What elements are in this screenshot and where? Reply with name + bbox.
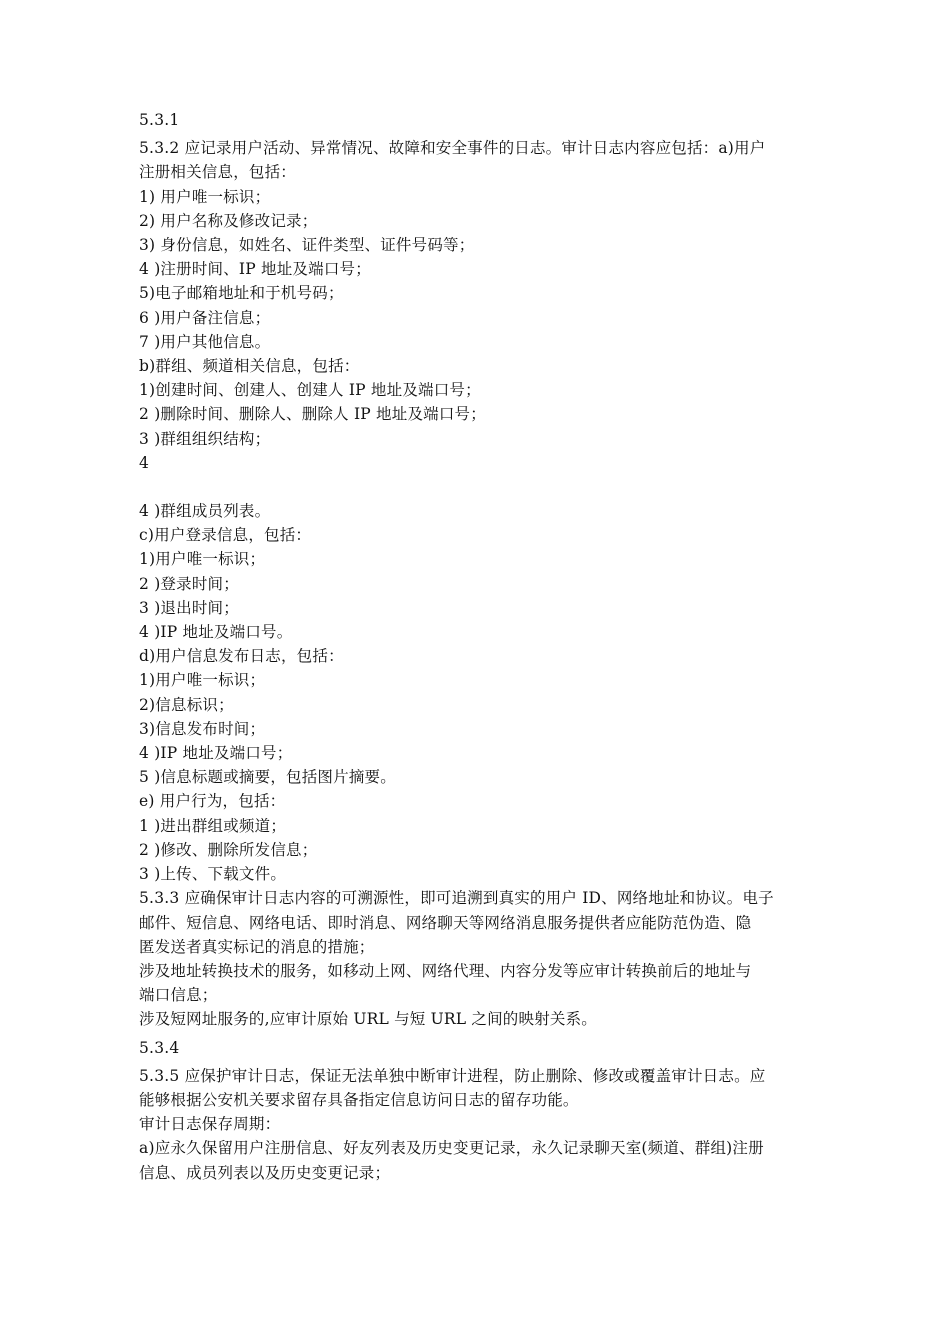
list-item: 1)创建时间、创建人、创建人 IP 地址及端口号； — [139, 381, 481, 400]
paragraph-line: 邮件、短信息、网络电话、即时消息、网络聊天等网络消息服务提供者应能防范伪造、隐 — [139, 913, 752, 932]
list-item: 4 )IP 地址及端口号； — [139, 744, 293, 763]
list-item: 5)电子邮箱地址和于机号码； — [139, 284, 344, 303]
paragraph-line: b)群组、频道相关信息，包括： — [139, 357, 360, 376]
list-item: 3 )退出时间； — [139, 598, 239, 617]
paragraph-line: d)用户信息发布日志，包括： — [139, 647, 344, 666]
document-body — [139, 108, 819, 1185]
list-item: 4 )群组成员列表。 — [139, 502, 271, 521]
list-item: 2 )删除时间、删除人、删除人 IP 地址及端口号； — [139, 405, 486, 424]
list-item: 4 — [139, 453, 150, 472]
paragraph-line: 注册相关信息，包括： — [139, 163, 297, 182]
list-item: 2 )修改、删除所发信息； — [139, 840, 318, 859]
list-item: 3)信息发布时间； — [139, 719, 266, 738]
paragraph-line: 5.3.5 应保护审计日志，保证无法单独中断审计进程，防止删除、修改或覆盖审计日志。应 — [139, 1066, 766, 1085]
list-item: 4 )IP 地址及端口号。 — [139, 623, 293, 642]
list-item: 3 )上传、下载文件。 — [139, 865, 287, 884]
list-item: 1)用户唯一标识； — [139, 550, 266, 569]
list-item: 1 )进出群组或频道； — [139, 816, 287, 835]
paragraph-line: 5.3.3 应确保审计日志内容的可溯源性，即可追溯到真实的用户 ID、网络地址和协议。电子 — [139, 889, 774, 908]
section-heading-5-3-1: 5.3.1 — [139, 111, 180, 129]
paragraph-line: 涉及地址转换技术的服务，如移动上网、网络代理、内容分发等应审计转换前后的地址与 — [139, 961, 752, 980]
paragraph-line: e) 用户行为，包括： — [139, 792, 286, 811]
paragraph-line: 端口信息； — [139, 986, 218, 1005]
paragraph-line: 信息、成员列表以及历史变更记录； — [139, 1163, 391, 1182]
list-item: 1)用户唯一标识； — [139, 671, 266, 690]
list-item: 6 )用户备注信息； — [139, 308, 271, 327]
list-item: 2) 用户名称及修改记录； — [139, 211, 318, 230]
list-item: 5 )信息标题或摘要，包括图片摘要。 — [139, 768, 396, 787]
list-item: 3) 身份信息，如姓名、证件类型、证件号码等； — [139, 236, 475, 255]
paragraph-line: c)用户登录信息，包括： — [139, 526, 312, 545]
paragraph-line: 能够根据公安机关要求留存具备指定信息访问日志的留存功能。 — [139, 1090, 579, 1109]
list-item: 4 )注册时间、IP 地址及端口号； — [139, 260, 371, 279]
paragraph-line: 匿发送者真实标记的消息的措施； — [139, 937, 375, 956]
list-item: 2)信息标识； — [139, 695, 234, 714]
paragraph-line: a)应永久保留用户注册信息、好友列表及历史变更记录，永久记录聊天室(频道、群组)注册 — [139, 1139, 764, 1158]
section-heading-5-3-4: 5.3.4 — [139, 1038, 180, 1057]
paragraph-line: 5.3.2 应记录用户活动、异常情况、故障和安全事件的日志。审计日志内容应包括：a)用户 — [139, 139, 766, 158]
list-item: 3 )群组组织结构； — [139, 429, 271, 448]
list-item: 7 )用户其他信息。 — [139, 332, 271, 351]
list-item: 2 )登录时间； — [139, 574, 239, 593]
paragraph-line: 审计日志保存周期： — [139, 1115, 281, 1134]
list-item: 1) 用户唯一标识； — [139, 187, 271, 206]
paragraph-line: 涉及短网址服务的,应审计原始 URL 与短 URL 之间的映射关系。 — [139, 1010, 597, 1029]
